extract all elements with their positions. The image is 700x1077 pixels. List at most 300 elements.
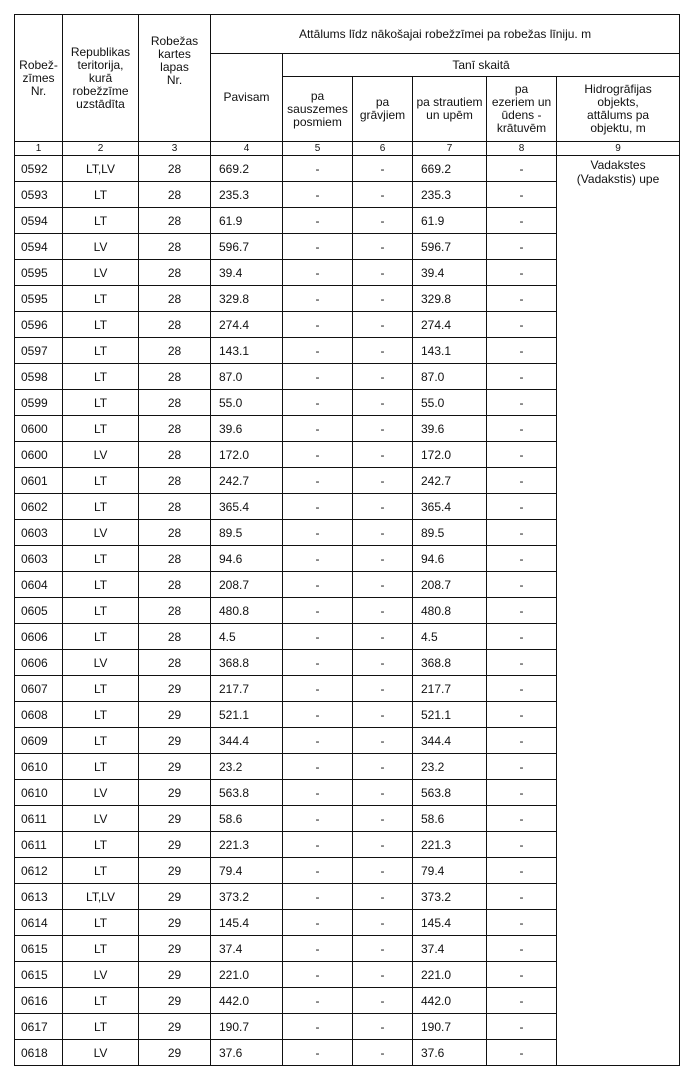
cell-lake: - [487, 598, 557, 624]
cell-ditch: - [353, 572, 413, 598]
cell-sheet: 29 [139, 962, 211, 988]
cell-nr: 0615 [15, 962, 63, 988]
cell-sheet: 28 [139, 416, 211, 442]
cell-river: 61.9 [413, 208, 487, 234]
cell-river: 89.5 [413, 520, 487, 546]
cell-ditch: - [353, 260, 413, 286]
cell-land: - [283, 520, 353, 546]
cell-nr: 0611 [15, 832, 63, 858]
cell-terr: LT [63, 702, 139, 728]
cell-river: 23.2 [413, 754, 487, 780]
cell-sheet: 28 [139, 494, 211, 520]
cell-lake: - [487, 624, 557, 650]
cell-terr: LT [63, 676, 139, 702]
cell-nr: 0612 [15, 858, 63, 884]
cell-terr: LT [63, 208, 139, 234]
cell-nr: 0616 [15, 988, 63, 1014]
cell-river: 39.4 [413, 260, 487, 286]
cell-terr: LT [63, 988, 139, 1014]
column-number: 9 [557, 142, 680, 156]
cell-land: - [283, 884, 353, 910]
header-label: Tanī skaitā [452, 57, 510, 72]
cell-total: 480.8 [211, 598, 283, 624]
cell-sheet: 29 [139, 780, 211, 806]
column-number-row [15, 142, 680, 156]
cell-river: 37.4 [413, 936, 487, 962]
cell-ditch: - [353, 156, 413, 182]
cell-ditch: - [353, 676, 413, 702]
cell-nr: 0618 [15, 1040, 63, 1066]
cell-sheet: 28 [139, 364, 211, 390]
cell-land: - [283, 442, 353, 468]
cell-ditch: - [353, 780, 413, 806]
column-number: 8 [487, 142, 557, 156]
cell-sheet: 28 [139, 338, 211, 364]
cell-total: 596.7 [211, 234, 283, 260]
cell-nr: 0613 [15, 884, 63, 910]
cell-nr: 0610 [15, 754, 63, 780]
cell-ditch: - [353, 1040, 413, 1066]
header-marker-number [15, 15, 63, 142]
cell-terr: LT [63, 312, 139, 338]
cell-land: - [283, 624, 353, 650]
cell-total: 87.0 [211, 364, 283, 390]
cell-lake: - [487, 546, 557, 572]
cell-ditch: - [353, 858, 413, 884]
cell-land: - [283, 468, 353, 494]
cell-total: 190.7 [211, 1014, 283, 1040]
cell-lake: - [487, 754, 557, 780]
cell-lake: - [487, 884, 557, 910]
cell-ditch: - [353, 442, 413, 468]
cell-lake: - [487, 208, 557, 234]
header-label: pa ezeriem un ūdens - krātuvēm [491, 82, 552, 135]
cell-sheet: 29 [139, 676, 211, 702]
cell-terr: LV [63, 260, 139, 286]
cell-lake: - [487, 286, 557, 312]
cell-land: - [283, 1040, 353, 1066]
cell-ditch: - [353, 754, 413, 780]
cell-total: 143.1 [211, 338, 283, 364]
cell-total: 329.8 [211, 286, 283, 312]
cell-nr: 0615 [15, 936, 63, 962]
cell-sheet: 28 [139, 234, 211, 260]
hydro-object-label: Vadakstes (Vadakstis) upe [576, 158, 660, 186]
cell-land: - [283, 676, 353, 702]
header-label: Pavisam [223, 90, 270, 104]
cell-ditch: - [353, 806, 413, 832]
cell-total: 61.9 [211, 208, 283, 234]
cell-terr: LV [63, 234, 139, 260]
cell-total: 373.2 [211, 884, 283, 910]
cell-lake: - [487, 260, 557, 286]
cell-lake: - [487, 156, 557, 182]
cell-sheet: 29 [139, 806, 211, 832]
cell-terr: LT [63, 338, 139, 364]
cell-lake: - [487, 676, 557, 702]
cell-river: 94.6 [413, 546, 487, 572]
cell-lake: - [487, 520, 557, 546]
cell-lake: - [487, 338, 557, 364]
cell-lake: - [487, 858, 557, 884]
cell-total: 55.0 [211, 390, 283, 416]
cell-total: 365.4 [211, 494, 283, 520]
header-land [283, 77, 353, 142]
cell-land: - [283, 936, 353, 962]
column-number: 6 [353, 142, 413, 156]
cell-total: 37.4 [211, 936, 283, 962]
cell-ditch: - [353, 286, 413, 312]
cell-river: 221.0 [413, 962, 487, 988]
cell-land: - [283, 312, 353, 338]
cell-land: - [283, 156, 353, 182]
cell-ditch: - [353, 390, 413, 416]
cell-nr: 0607 [15, 676, 63, 702]
cell-river: 329.8 [413, 286, 487, 312]
cell-total: 208.7 [211, 572, 283, 598]
cell-terr: LT [63, 390, 139, 416]
cell-ditch: - [353, 338, 413, 364]
cell-river: 274.4 [413, 312, 487, 338]
cell-sheet: 29 [139, 832, 211, 858]
cell-total: 39.4 [211, 260, 283, 286]
cell-lake: - [487, 468, 557, 494]
cell-river: 242.7 [413, 468, 487, 494]
cell-terr: LT [63, 364, 139, 390]
cell-nr: 0601 [15, 468, 63, 494]
cell-total: 79.4 [211, 858, 283, 884]
cell-land: - [283, 780, 353, 806]
cell-land: - [283, 286, 353, 312]
cell-terr: LT [63, 936, 139, 962]
cell-river: 172.0 [413, 442, 487, 468]
cell-lake: - [487, 962, 557, 988]
cell-river: 596.7 [413, 234, 487, 260]
cell-sheet: 28 [139, 442, 211, 468]
cell-sheet: 28 [139, 390, 211, 416]
cell-terr: LT [63, 286, 139, 312]
cell-total: 521.1 [211, 702, 283, 728]
cell-land: - [283, 910, 353, 936]
cell-river: 521.1 [413, 702, 487, 728]
cell-sheet: 29 [139, 910, 211, 936]
cell-nr: 0603 [15, 520, 63, 546]
header-label: Republikas teritorija, kurā robežzīme uzstādīta [70, 44, 131, 111]
cell-nr: 0606 [15, 650, 63, 676]
cell-land: - [283, 598, 353, 624]
cell-land: - [283, 208, 353, 234]
cell-total: 94.6 [211, 546, 283, 572]
cell-nr: 0604 [15, 572, 63, 598]
cell-total: 221.3 [211, 832, 283, 858]
cell-ditch: - [353, 728, 413, 754]
cell-sheet: 29 [139, 728, 211, 754]
cell-terr: LT [63, 728, 139, 754]
cell-nr: 0606 [15, 624, 63, 650]
cell-land: - [283, 546, 353, 572]
cell-terr: LT,LV [63, 884, 139, 910]
cell-sheet: 29 [139, 702, 211, 728]
cell-river: 87.0 [413, 364, 487, 390]
table-body [15, 156, 680, 1066]
cell-total: 145.4 [211, 910, 283, 936]
cell-total: 4.5 [211, 624, 283, 650]
cell-sheet: 28 [139, 624, 211, 650]
cell-nr: 0603 [15, 546, 63, 572]
cell-total: 172.0 [211, 442, 283, 468]
cell-lake: - [487, 988, 557, 1014]
cell-ditch: - [353, 702, 413, 728]
cell-ditch: - [353, 650, 413, 676]
header-label: Robež- zīmes Nr. [19, 57, 58, 98]
cell-land: - [283, 494, 353, 520]
cell-total: 242.7 [211, 468, 283, 494]
cell-river: 79.4 [413, 858, 487, 884]
cell-sheet: 29 [139, 858, 211, 884]
cell-river: 143.1 [413, 338, 487, 364]
cell-terr: LT,LV [63, 156, 139, 182]
cell-nr: 0599 [15, 390, 63, 416]
cell-ditch: - [353, 494, 413, 520]
cell-sheet: 28 [139, 286, 211, 312]
cell-total: 235.3 [211, 182, 283, 208]
cell-land: - [283, 832, 353, 858]
header-hydro-object [557, 77, 680, 142]
cell-nr: 0596 [15, 312, 63, 338]
cell-land: - [283, 338, 353, 364]
cell-terr: LT [63, 468, 139, 494]
cell-terr: LV [63, 442, 139, 468]
cell-sheet: 28 [139, 312, 211, 338]
cell-sheet: 28 [139, 156, 211, 182]
header-map-sheet [139, 15, 211, 142]
cell-river: 373.2 [413, 884, 487, 910]
cell-lake: - [487, 702, 557, 728]
cell-terr: LV [63, 806, 139, 832]
cell-nr: 0593 [15, 182, 63, 208]
column-number: 4 [211, 142, 283, 156]
header-label: Attālums līdz nākošajai robežzīmei pa robežas līniju. m [298, 26, 592, 41]
cell-ditch: - [353, 884, 413, 910]
cell-sheet: 28 [139, 650, 211, 676]
cell-lake: - [487, 572, 557, 598]
cell-river: 190.7 [413, 1014, 487, 1040]
cell-ditch: - [353, 182, 413, 208]
cell-terr: LT [63, 624, 139, 650]
cell-total: 37.6 [211, 1040, 283, 1066]
cell-land: - [283, 962, 353, 988]
cell-terr: LV [63, 780, 139, 806]
cell-land: - [283, 416, 353, 442]
cell-total: 563.8 [211, 780, 283, 806]
cell-land: - [283, 364, 353, 390]
cell-total: 221.0 [211, 962, 283, 988]
cell-ditch: - [353, 312, 413, 338]
cell-ditch: - [353, 520, 413, 546]
cell-lake: - [487, 442, 557, 468]
cell-river: 344.4 [413, 728, 487, 754]
cell-sheet: 28 [139, 520, 211, 546]
cell-total: 442.0 [211, 988, 283, 1014]
cell-ditch: - [353, 1014, 413, 1040]
cell-lake: - [487, 728, 557, 754]
cell-river: 235.3 [413, 182, 487, 208]
cell-total: 58.6 [211, 806, 283, 832]
cell-river: 669.2 [413, 156, 487, 182]
cell-nr: 0614 [15, 910, 63, 936]
column-number: 5 [283, 142, 353, 156]
cell-river: 4.5 [413, 624, 487, 650]
cell-total: 217.7 [211, 676, 283, 702]
cell-terr: LV [63, 1040, 139, 1066]
cell-sheet: 29 [139, 1014, 211, 1040]
cell-ditch: - [353, 364, 413, 390]
cell-land: - [283, 234, 353, 260]
cell-land: - [283, 260, 353, 286]
cell-river: 217.7 [413, 676, 487, 702]
cell-ditch: - [353, 962, 413, 988]
cell-nr: 0617 [15, 1014, 63, 1040]
cell-ditch: - [353, 910, 413, 936]
cell-terr: LV [63, 520, 139, 546]
cell-lake: - [487, 780, 557, 806]
cell-land: - [283, 988, 353, 1014]
cell-land: - [283, 650, 353, 676]
header-label: pa grāvjiem [359, 95, 406, 122]
cell-nr: 0605 [15, 598, 63, 624]
column-number: 1 [15, 142, 63, 156]
cell-total: 344.4 [211, 728, 283, 754]
cell-lake: - [487, 416, 557, 442]
header-territory [63, 15, 139, 142]
table-header [15, 15, 680, 156]
cell-total: 669.2 [211, 156, 283, 182]
cell-lake: - [487, 1014, 557, 1040]
column-number: 2 [63, 142, 139, 156]
cell-terr: LT [63, 910, 139, 936]
cell-sheet: 29 [139, 1040, 211, 1066]
cell-land: - [283, 702, 353, 728]
cell-land: - [283, 754, 353, 780]
cell-terr: LT [63, 832, 139, 858]
cell-terr: LT [63, 546, 139, 572]
cell-lake: - [487, 390, 557, 416]
cell-nr: 0598 [15, 364, 63, 390]
cell-total: 23.2 [211, 754, 283, 780]
header-lakes [487, 77, 557, 142]
header-distance-group [211, 15, 680, 54]
cell-terr: LT [63, 858, 139, 884]
cell-land: - [283, 728, 353, 754]
cell-nr: 0594 [15, 234, 63, 260]
cell-lake: - [487, 364, 557, 390]
cell-lake: - [487, 650, 557, 676]
cell-land: - [283, 806, 353, 832]
cell-river: 442.0 [413, 988, 487, 1014]
cell-lake: - [487, 182, 557, 208]
header-label: Robežas kartes lapas Nr. [150, 34, 199, 87]
cell-ditch: - [353, 208, 413, 234]
cell-total: 39.6 [211, 416, 283, 442]
header-label: pa sauszemes posmiem [287, 88, 348, 129]
cell-sheet: 28 [139, 572, 211, 598]
cell-terr: LT [63, 182, 139, 208]
cell-river: 221.3 [413, 832, 487, 858]
cell-ditch: - [353, 234, 413, 260]
cell-terr: LT [63, 416, 139, 442]
column-number: 3 [139, 142, 211, 156]
cell-land: - [283, 858, 353, 884]
cell-land: - [283, 572, 353, 598]
cell-sheet: 28 [139, 546, 211, 572]
cell-terr: LT [63, 494, 139, 520]
cell-lake: - [487, 234, 557, 260]
cell-river: 480.8 [413, 598, 487, 624]
cell-river: 58.6 [413, 806, 487, 832]
cell-lake: - [487, 936, 557, 962]
cell-lake: - [487, 494, 557, 520]
cell-nr: 0594 [15, 208, 63, 234]
header-total [211, 54, 283, 142]
cell-nr: 0602 [15, 494, 63, 520]
table-row [15, 156, 680, 182]
cell-nr: 0597 [15, 338, 63, 364]
cell-terr: LT [63, 572, 139, 598]
cell-lake: - [487, 312, 557, 338]
cell-ditch: - [353, 624, 413, 650]
header-label: Hidrogrāfijas objekts, attālums pa objektu, m [584, 82, 652, 135]
cell-terr: LT [63, 754, 139, 780]
header-rivers [413, 77, 487, 142]
header-ditches [353, 77, 413, 142]
cell-river: 39.6 [413, 416, 487, 442]
cell-sheet: 28 [139, 598, 211, 624]
cell-sheet: 29 [139, 884, 211, 910]
cell-nr: 0609 [15, 728, 63, 754]
cell-terr: LT [63, 1014, 139, 1040]
header-subgroup [283, 54, 680, 77]
cell-land: - [283, 1014, 353, 1040]
cell-terr: LV [63, 962, 139, 988]
cell-land: - [283, 182, 353, 208]
cell-river: 365.4 [413, 494, 487, 520]
cell-nr: 0595 [15, 260, 63, 286]
cell-nr: 0595 [15, 286, 63, 312]
cell-sheet: 28 [139, 260, 211, 286]
cell-nr: 0592 [15, 156, 63, 182]
cell-nr: 0611 [15, 806, 63, 832]
cell-lake: - [487, 832, 557, 858]
cell-land: - [283, 390, 353, 416]
cell-lake: - [487, 910, 557, 936]
cell-sheet: 29 [139, 988, 211, 1014]
cell-sheet: 29 [139, 936, 211, 962]
cell-hydro-object [557, 156, 680, 1066]
cell-terr: LV [63, 650, 139, 676]
cell-sheet: 28 [139, 468, 211, 494]
cell-river: 563.8 [413, 780, 487, 806]
cell-ditch: - [353, 598, 413, 624]
cell-river: 368.8 [413, 650, 487, 676]
cell-total: 89.5 [211, 520, 283, 546]
cell-river: 55.0 [413, 390, 487, 416]
column-number: 7 [413, 142, 487, 156]
cell-ditch: - [353, 468, 413, 494]
boundary-marker-table [14, 14, 680, 1066]
cell-river: 145.4 [413, 910, 487, 936]
cell-ditch: - [353, 936, 413, 962]
cell-sheet: 29 [139, 754, 211, 780]
